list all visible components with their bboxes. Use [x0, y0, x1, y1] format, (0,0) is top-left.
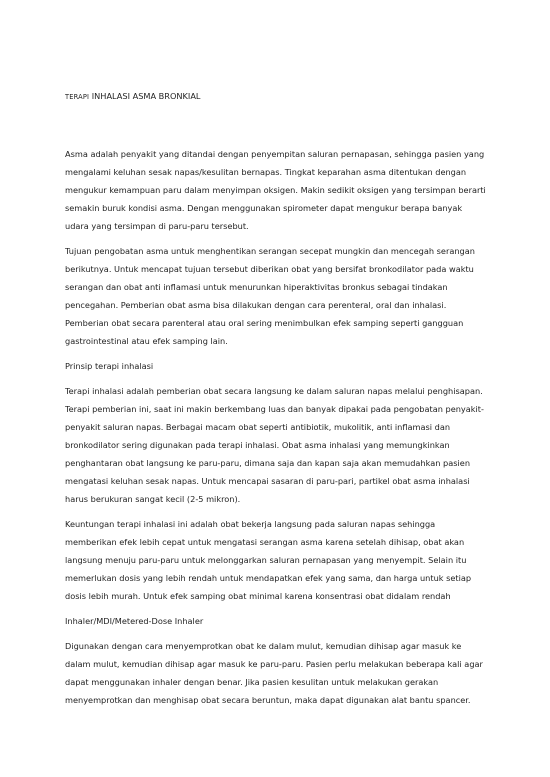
title-prefix: TERAPI	[65, 93, 90, 101]
paragraph-inhalation-therapy: Terapi inhalasi adalah pemberian obat secara langsung ke dalam saluran napas melalui penghisapan. Terapi pemberian ini, saat ini makin berkembang luas dan banyak dipakai pada pengobatan penyakit-penyakit saluran napas. Berbagai macam obat seperti antibiotik, mukolitik, anti inflamasi dan bronkodilator sering digunakan pada terapi inhalasi. Obat asma inhalasi yang memungkinkan penghantaran obat langsung ke paru-paru, dimana saja dan kapan saja akan memudahkan pasien mengatasi keluhan sesak napas. Untuk mencapai sasaran di paru-pari, partikel obat asma inhalasi harus berukuran sangat kecil (2-5 mikron).	[65, 386, 484, 504]
paragraph-mdi-usage: Digunakan dengan cara menyemprotkan obat ke dalam mulut, kemudian dihisap agar masuk ke dalam mulut, kemudian dihisap agar masuk ke paru-paru. Pasien perlu melakukan beberapa kali agar dapat menggunakan inhaler dengan benar. Jika pasien kesulitan untuk melakukan gerakan menyemprotkan dan menghisap obat secara beruntun, maka dapat digunakan alat bantu spancer.	[65, 641, 483, 705]
section-heading-inhalation-principles: Prinsip terapi inhalasi	[65, 361, 154, 371]
document-title	[65, 91, 487, 103]
section-heading-mdi: Inhaler/MDI/Metered-Dose Inhaler	[65, 616, 204, 626]
title-rest: INHALASI ASMA BRONKIAL	[91, 91, 201, 101]
paragraph-asthma-definition: Asma adalah penyakit yang ditandai dengan penyempitan saluran pernapasan, sehingga pasien yang mengalami keluhan sesak napas/kesulitan bernapas. Tingkat keparahan asma ditentukan dengan mengukur kemampuan paru dalam menyimpan oksigen. Makin sedikit oksigen yang tersimpan berarti semakin buruk kondisi asma. Dengan menggunakan spirometer dapat mengukur berapa banyak udara yang tersimpan di paru-paru tersebut.	[65, 149, 486, 231]
paragraph-treatment-goals: Tujuan pengobatan asma untuk menghentikan serangan secepat mungkin dan mencegah serangan berikutnya. Untuk mencapat tujuan tersebut diberikan obat yang bersifat bronkodilator pada waktu serangan dan obat anti inflamasi untuk menurunkan hiperaktivitas bronkus sebagai tindakan pencegahan. Pemberian obat asma bisa dilakukan dengan cara perenteral, oral dan inhalasi. Pemberian obat secara parenteral atau oral sering menimbulkan efek samping seperti gangguan gastrointestinal atau efek samping lain.	[65, 246, 475, 346]
paragraph-inhalation-advantages: Keuntungan terapi inhalasi ini adalah obat bekerja langsung pada saluran napas sehingga memberikan efek lebih cepat untuk mengatasi serangan asma karena setelah dihisap, obat akan langsung menuju paru-paru untuk melonggarkan saluran pernapasan yang menyempit. Selain itu memerlukan dosis yang lebih rendah untuk mendapatkan efek yang sama, dan harga untuk setiap dosis lebih murah. Untuk efek samping obat minimal karena konsentrasi obat didalam rendah	[65, 519, 472, 601]
document-body	[65, 91, 487, 716]
